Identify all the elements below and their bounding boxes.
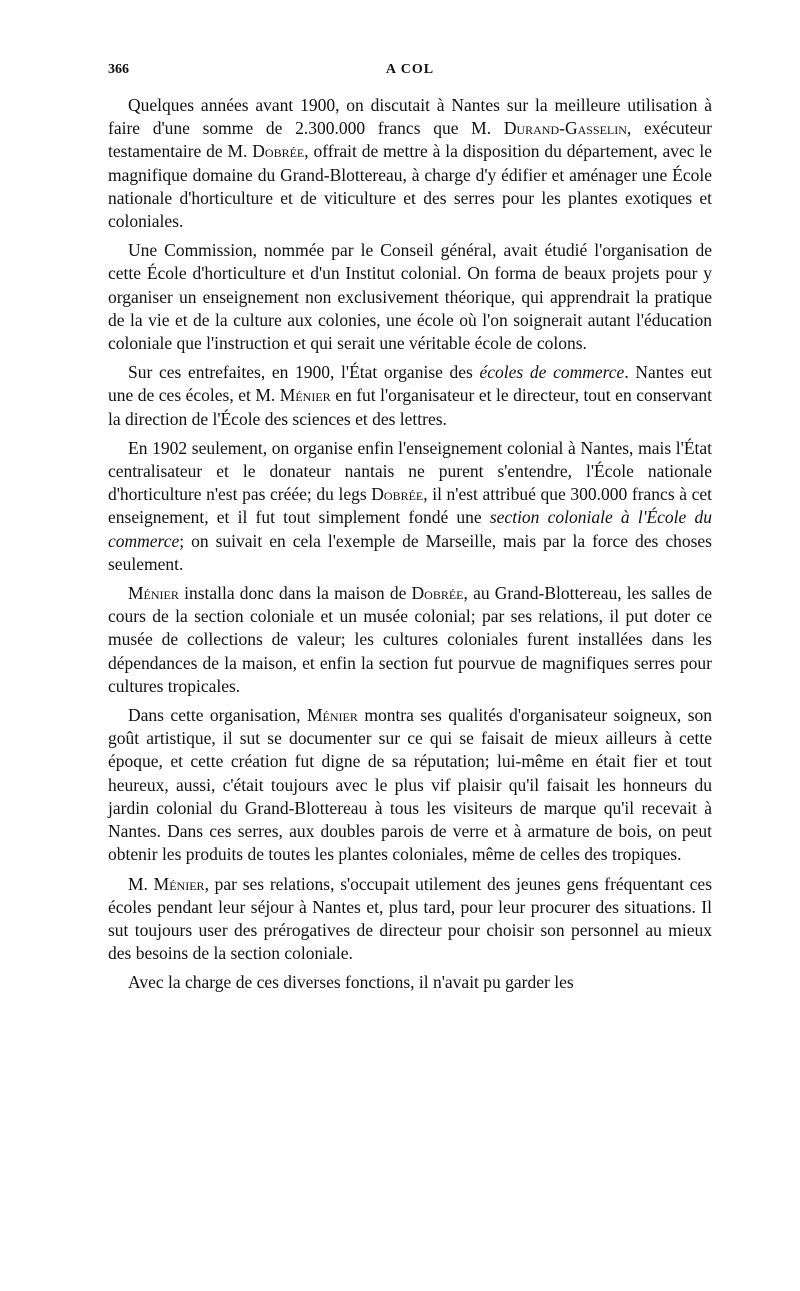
- text-run: , exécuteur testamentaire de M.: [108, 118, 713, 162]
- small-caps-name: Ménier: [279, 385, 331, 406]
- paragraph: [108, 239, 712, 355]
- text-run: montra ses qualités d'organisateur soigneux, son goût artistique, il sut se documenter sur ce qui se faisait de mieux ailleurs à cette époque, et cette création fut digne de sa réputation; lui-même en était fier et tout heureux, aussi, c'était toujours avec le plus vif plaisir qu'il faisait les honneurs du jardin colonial du Grand-Blottereau à tous les visiteurs de marque qu'il recevait à Nantes. Dans ces serres, aux doubles parois de verre et à armature de bois, on peut obtenir les produits de toutes les plantes coloniales, même de celles des tropiques.: [108, 705, 713, 865]
- text-run: , au Grand-Blottereau, les salles de cours de la section coloniale et un musée colonial; par ses relations, il put doter ce musée de collections de valeur; les cultures coloniales furent installées dans les dépendances de la maison, et enfin la section fut pourvue de magnifiques serres pour cultures tropicales.: [108, 583, 712, 696]
- small-caps-name: Dobrée: [252, 141, 305, 162]
- text-run: Quelques années avant 1900, on discutait à Nantes sur la meilleure utilisation à faire d'une somme de 2.300.000 francs que M.: [108, 95, 712, 139]
- small-caps-name: Dobrée: [371, 484, 424, 505]
- page-number: 366: [108, 62, 129, 77]
- text-run: installa donc dans la maison de: [178, 583, 412, 604]
- text-run: Une Commission, nommée par le Conseil général, avait étudié l'organisation de cette École d'horticulture et d'un Institut colonial. On forma de beaux projets pour y organiser un enseignement non exclusivement théorique, qui apprendrait la pratique de la vie et de la culture aux colonies, une école où l'on soignerait autant l'éducation coloniale que l'instruction et qui serait une véritable école de colons.: [108, 240, 712, 354]
- paragraph: [108, 361, 712, 431]
- small-caps-name: Ménier: [153, 873, 205, 894]
- text-run: , par ses relations, s'occupait utilement des jeunes gens fréquentant ces écoles pendant leur séjour à Nantes et, plus tard, pour leur procurer des situations. Il sut toujours user des prérogatives de directeur pour choisir son personnel au mieux des besoins de la section coloniale.: [108, 873, 713, 964]
- text-run: , offrait de mettre à la disposition du département, avec le magnifique domaine du Grand-Blottereau, à charge d'y édifier et aménager une École nationale d'horticulture et de viticulture et des serres pour les plantes exotiques et coloniales.: [108, 141, 712, 232]
- book-page: [108, 62, 712, 1001]
- paragraph: [108, 437, 712, 576]
- small-caps-name: Dobrée: [411, 583, 464, 604]
- text-run: , il n'est attribué que 300.000 francs à cet enseignement, et il fut tout simplement fondé une: [108, 484, 712, 528]
- text-run: . Nantes eut une de ces écoles, et M.: [108, 362, 712, 406]
- small-caps-name: Ménier: [306, 705, 358, 726]
- text-run: ; on suivait en cela l'exemple de Marseille, mais par la force des choses seulement.: [108, 530, 712, 574]
- paragraph: [108, 94, 712, 233]
- paragraph: [108, 582, 712, 698]
- paragraph: [108, 704, 712, 866]
- italic-phrase: écoles de commerce: [479, 362, 625, 383]
- small-caps-name: Ménier: [128, 583, 179, 604]
- text-run: en fut l'organisateur et le directeur, tout en conservant la direction de l'École des sciences et des lettres.: [108, 385, 712, 429]
- italic-phrase: section coloniale à l'École du commerce: [108, 507, 712, 551]
- text-run: Sur ces entrefaites, en 1900, l'État organise des: [128, 362, 480, 383]
- text-run: M.: [128, 873, 154, 894]
- page-header: [108, 62, 712, 86]
- text-run: En 1902 seulement, on organise enfin l'enseignement colonial à Nantes, mais l'État centralisateur et le donateur nantais ne purent s'entendre, l'École nationale d'horticulture n'est pas créée; du legs: [108, 437, 712, 505]
- text-run: Avec la charge de ces diverses fonctions, il n'avait pu garder les: [128, 972, 574, 993]
- text-run: Dans cette organisation,: [128, 705, 307, 726]
- paragraph: [108, 971, 712, 994]
- body-text: [108, 94, 712, 995]
- running-title: A COL: [385, 62, 435, 77]
- small-caps-name: Durand-Gasselin: [503, 118, 627, 139]
- paragraph: [108, 873, 712, 966]
